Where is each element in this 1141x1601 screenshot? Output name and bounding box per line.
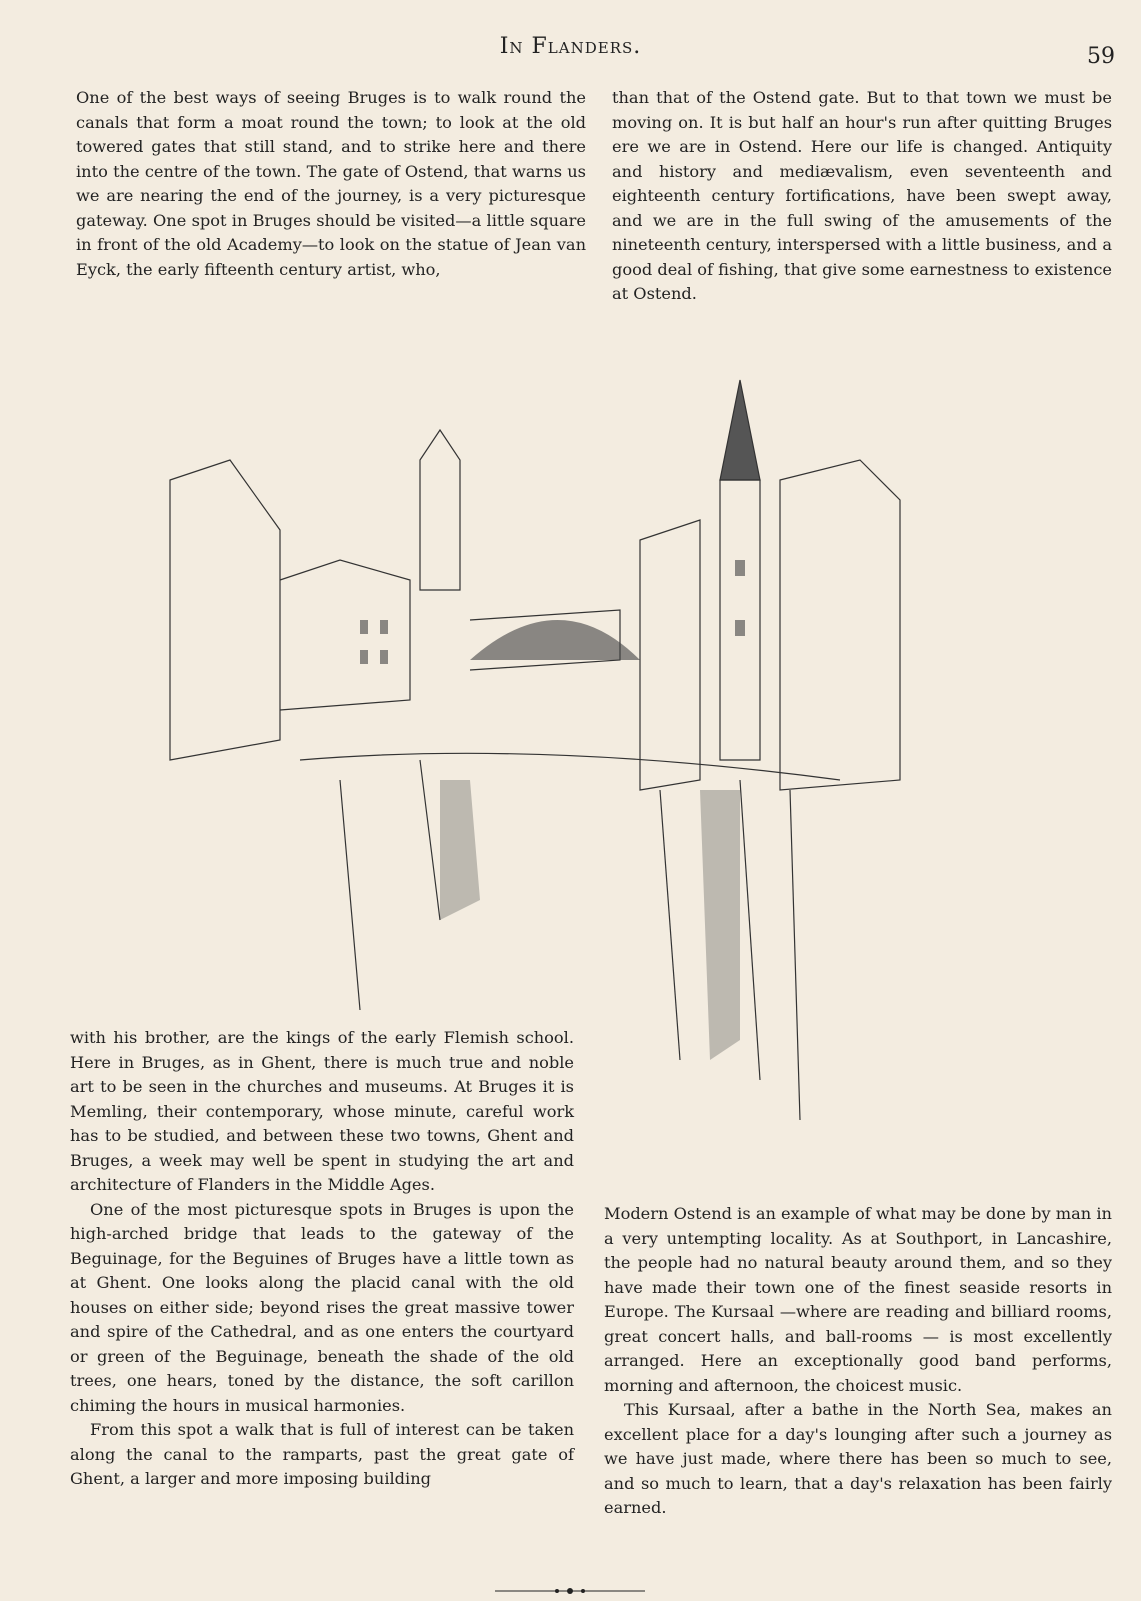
paragraph: One of the best ways of seeing Bruges is to walk round the canals that form a moat round the town; to look at the old towered gates that still stand, and to strike here and there into the centre of the town. The gate of Ostend, that warns us we are nearing the end of the journey, is a very picturesque gateway. One spot in Bruges should be visited—a little square in front of the old Academy—to look on the statue of Jean van Eyck, the early fifteenth century artist, who, (76, 88, 586, 279)
paragraph: than that of the Ostend gate. But to that town we must be moving on. It is but half an hour's run after quitting Bruges ere we are in Ostend. Here our life is changed. Antiquity and history and mediævalism, even seventeenth and eighteenth century fortifications, have been swept away, and we are in the full swing of the amusements of the nineteenth century, interspersed with a little business, and a good deal of fishing, that give some earnestness to existence at Ostend. (612, 88, 1113, 303)
page-number: 59 (1087, 44, 1115, 69)
paragraph: From this spot a walk that is full of interest can be taken along the canal to the ramparts, past the great gate of Ghent, a larger and more imposing building (70, 1420, 574, 1488)
paragraph: Modern Ostend is an example of what may be done by man in a very untempting locality. As at Southport, in Lancashire, the people had no natural beauty around them, and so they have made their town one of the finest seaside resorts in Europe. The Kursaal —where are reading and billiard rooms, great concert halls, and ball-rooms — is most excellently arranged. Here an exceptionally good band performs, morning and afternoon, the choicest music. (604, 1204, 1112, 1395)
column-top-left (76, 86, 586, 282)
column-bottom-right (604, 1202, 1112, 1521)
paragraph: with his brother, are the kings of the early Flemish school. Here in Bruges, as in Ghent, there is much true and noble art to be seen in the churches and museums. At Bruges it is Memling, their contemporary, whose minute, careful work has to be studied, and between these two towns, Ghent and Bruges, a week may well be spent in studying the art and architecture of Flanders in the Middle Ages. (70, 1028, 574, 1194)
paragraph: This Kursaal, after a bathe in the North Sea, makes an excellent place for a day's lounging after such a journey as we have just made, where there has been so much to see, and so much to learn, that a day's relaxation has been fairly earned. (604, 1400, 1112, 1517)
column-top-right (612, 86, 1112, 307)
footer-ornament (495, 1582, 645, 1594)
column-bottom-left (70, 1026, 574, 1492)
paragraph: One of the most picturesque spots in Bruges is upon the high-arched bridge that leads to the gateway of the Beguinage, for the Beguines of Bruges have a little town as at Ghent. One looks along the placid canal with the old houses on either side; beyond rises the great massive tower and spire of the Cathedral, and as one enters the courtyard or green of the Beguinage, beneath the shade of the old trees, one hears, toned by the distance, the soft carillon chiming the hours in musical harmonies. (70, 1199, 574, 1415)
running-title: In Flanders. (499, 34, 642, 59)
